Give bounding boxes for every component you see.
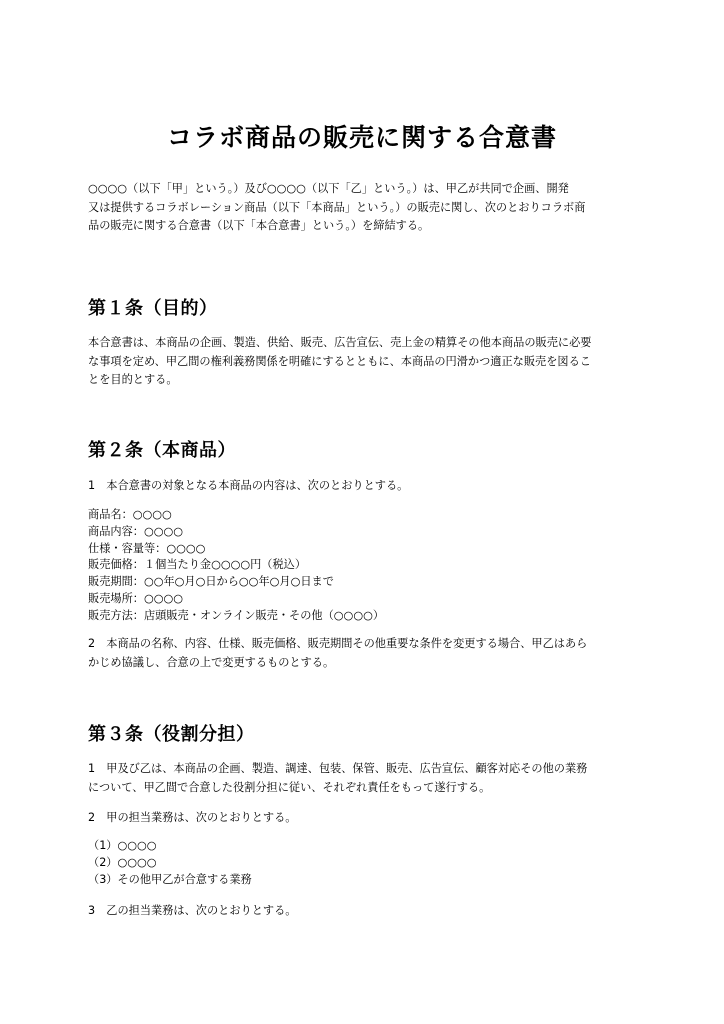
list-item: （3）その他甲乙が合意する業務	[88, 872, 252, 886]
article3-clause1-line: について、甲乙間で合意した役割分担に従い、それぞれ責任をもって遂行する。	[88, 780, 491, 794]
preamble-paragraph	[88, 180, 640, 236]
article1-body-line: 本合意書は、本商品の企画、製造、供給、販売、広告宣伝、売上金の精算その他本商品の販売に必要	[88, 336, 592, 349]
article2-item-list	[88, 507, 384, 625]
list-item: 仕様・容量等：○○○○	[88, 541, 206, 555]
preamble-line: ○○○○（以下「甲」という。）及び○○○○（以下「乙」という。）は、甲乙が共同で企画、開発	[88, 182, 569, 195]
list-item: 販売方法：店頭販売・オンライン販売・その他（○○○○）	[88, 608, 385, 622]
article3-heading: 第３条（役割分担）	[88, 724, 255, 745]
article3-clause1-line: 1 甲及び乙は、本商品の企画、製造、調達、包装、保管、販売、広告宣伝、顧客対応その他の業務	[88, 762, 588, 775]
list-item: 販売期間：○○年○月○日から○○年○月○日まで	[88, 575, 334, 589]
article3-clause3: 3 乙の担当業務は、次のとおりとする。	[88, 904, 297, 917]
article1-body-line: とを目的とする。	[88, 373, 178, 386]
article2-clause1: 1 本合意書の対象となる本商品の内容は、次のとおりとする。	[88, 479, 409, 492]
list-item: 販売価格：１個当たり金○○○○円（税込）	[88, 558, 307, 572]
list-item: 商品内容：○○○○	[88, 524, 183, 538]
article3-item-list	[88, 838, 252, 888]
list-item: （2）○○○○	[88, 855, 157, 869]
article1-body-line: な事項を定め、甲乙間の権利義務関係を明確にするとともに、本商品の円滑かつ適正な販売を図るこ	[88, 354, 591, 368]
preamble-line: 品の販売に関する合意書（以下「本合意書」という。）を締結する。	[88, 219, 430, 232]
article3-clause2: 2 甲の担当業務は、次のとおりとする。	[88, 811, 297, 824]
article3-clause1	[88, 760, 640, 797]
document-title: コラボ商品の販売に関する合意書	[166, 123, 557, 152]
preamble-line: 又は提供するコラボレーション商品（以下「本商品」という。）の販売に関し、次のとおりコラボ商	[88, 200, 586, 214]
article2-heading: 第２条（本商品）	[88, 440, 236, 461]
article1-heading: 第１条（目的）	[88, 298, 218, 319]
article2-clause2-line: 2 本商品の名称、内容、仕様、販売価格、販売期間その他重要な条件を変更する場合、甲乙はあら	[88, 637, 588, 650]
article1-body	[88, 334, 640, 390]
article2-clause2-line: かじめ協議し、合意の上で変更するものとする。	[88, 655, 335, 669]
list-item: （1）○○○○	[88, 839, 157, 852]
list-item: 商品名：○○○○	[88, 508, 172, 521]
article2-clause2	[88, 635, 640, 672]
list-item: 販売場所：○○○○	[88, 591, 183, 605]
